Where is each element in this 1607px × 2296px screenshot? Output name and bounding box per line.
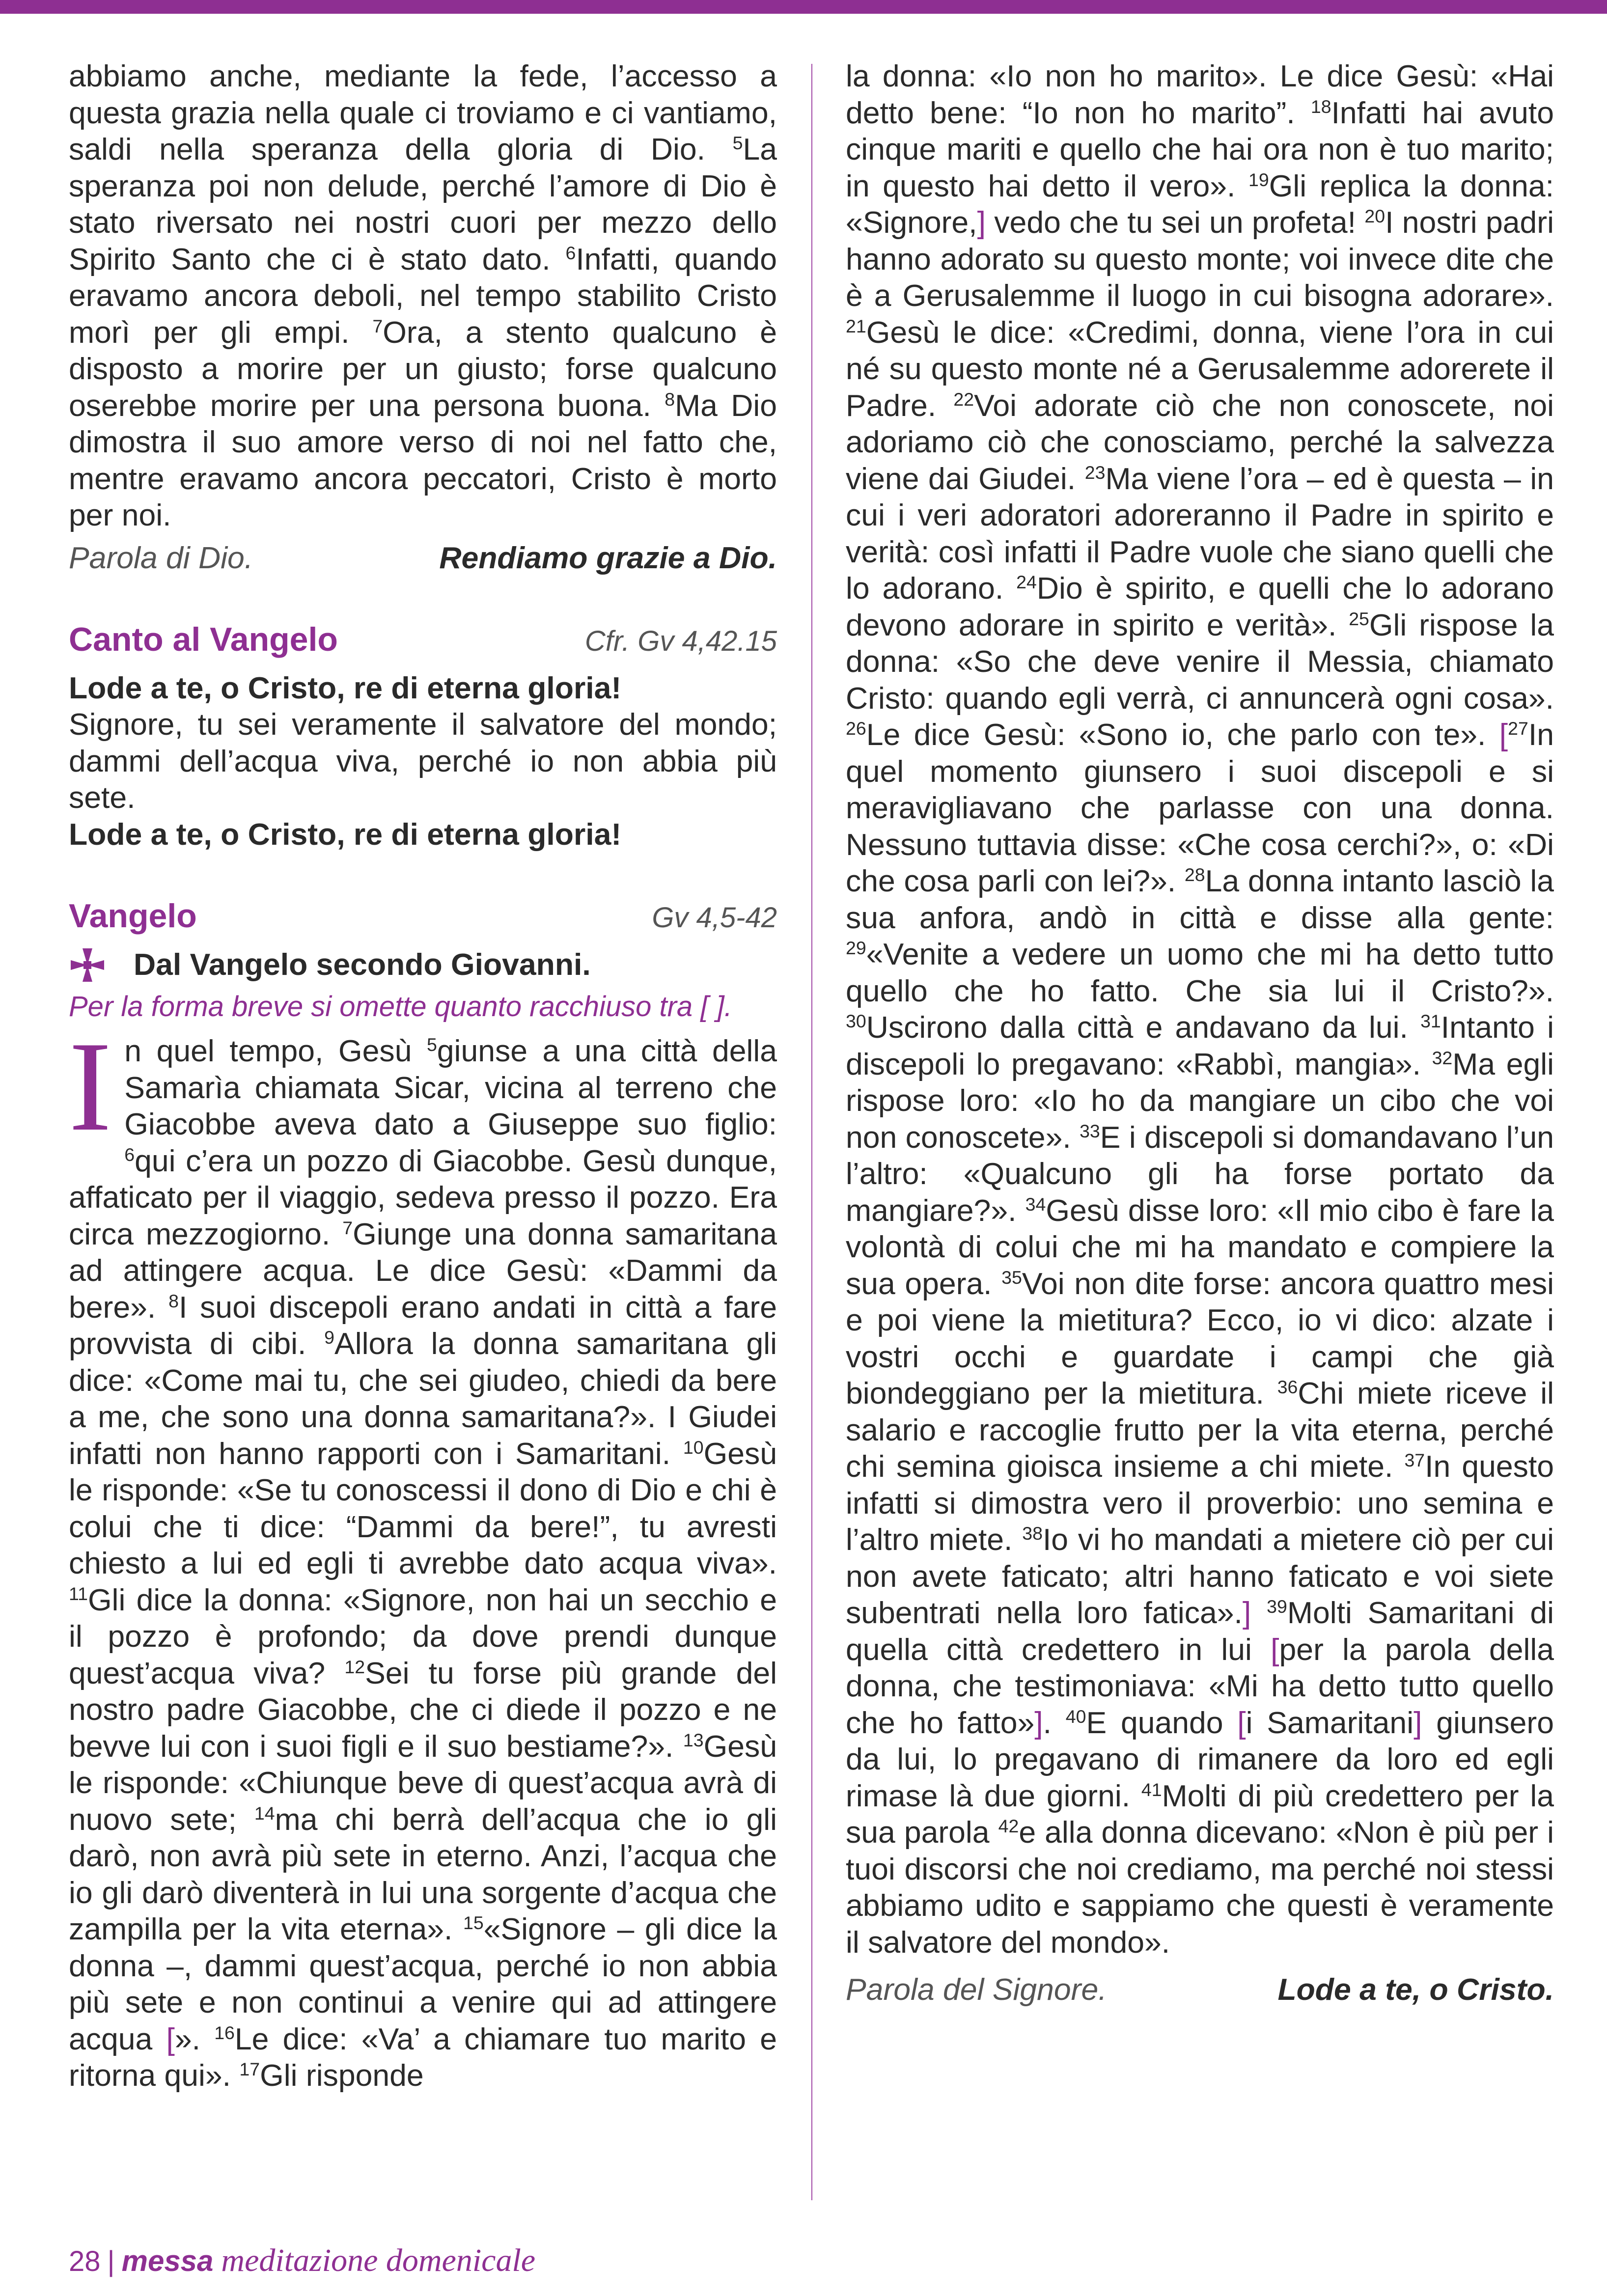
gospel-source: [69, 946, 777, 984]
canto-reference: Cfr. Gv 4,42.15: [584, 625, 777, 657]
top-color-bar: [0, 0, 1607, 14]
reading-closing: [69, 540, 777, 577]
reading-closing-formula: Parola di Dio.: [69, 540, 253, 575]
drop-cap: I: [69, 1015, 112, 1158]
gospel-closing: [846, 1971, 1554, 2008]
vangelo-title: Vangelo: [69, 897, 197, 935]
acclamation-repeat: Lode a te, o Cristo, re di eterna gloria!: [69, 817, 622, 852]
second-reading-text: abbiamo anche, mediante la fede, l’accesso a questa grazia nella quale ci troviamo e ci vantiamo, saldi nella speranza della gloria di Dio. $^5$La speranza poi non delude, perché l’amore di Dio è stato riversato nei nostri cuori per mezzo dello Spirito Santo che ci è stato dato. $^6$Infatti, quando eravamo ancora deboli, nel tempo stabilito Cristo morì per gli empi. $^7$Ora, a stento qualcuno è disposto a morire per un giusto; forse qualcuno oserebbe morire per una persona buona. $^8$Ma Dio dimostra il suo amore verso di noi nel fatto che, mentre eravamo ancora peccatori, Cristo è morto per noi.: [69, 59, 777, 532]
right-column: [846, 58, 1554, 2008]
canto-text: Signore, tu sei veramente il salvatore del mondo; dammi dell’acqua viva, perché io non abbia più sete.: [69, 707, 777, 815]
cross-icon: [69, 946, 106, 984]
gospel-response: Lode a te, o Cristo.: [1277, 1972, 1554, 2007]
canto-title: Canto al Vangelo: [69, 621, 338, 658]
publication-subtitle: meditazione domenicale: [221, 2242, 536, 2278]
vangelo-heading: [69, 898, 777, 937]
gospel-source-text: Dal Vangelo secondo Giovanni.: [134, 947, 591, 982]
footer-separator: |: [107, 2245, 115, 2277]
canto-heading: [69, 621, 777, 660]
short-form-note: Per la forma breve si omette quanto racchiuso tra [ ].: [69, 990, 732, 1023]
reading-response: Rendiamo grazie a Dio.: [439, 540, 777, 575]
publication-brand: messa: [121, 2244, 214, 2277]
gospel-text-right: la donna: «Io non ho marito». Le dice Gesù: «Hai detto bene: “Io non ho marito”. $^{18}$Infatti hai avuto cinque mariti e quello che hai ora non è tuo marito; in questo hai detto il vero». $^{19}$Gli replica la donna: «Signore,] vedo che tu sei un profeta! $^{20}$I nostri padri hanno adorato su questo monte; voi invece dite che è a Gerusalemme il luogo in cui bisogna adorare». $^{21}$Gesù le dice: «Credimi, donna, viene l’ora in cui né su questo monte né a Gerusalemme adorerete il Padre. $^{22}$Voi adorate ciò che non conoscete, noi adoriamo ciò che conosciamo, perché la salvezza viene dai Giudei. $^{23}$Ma viene l’ora – ed è questa – in cui i veri adoratori adoreranno il Padre in spirito e verità: così infatti il Padre vuole che siano quelli che lo adorano. $^{24}$Dio è spirito, e quelli che lo adorano devono adorare in spirito e verità». $^{25}$Gli rispose la donna: «So che deve venire il Messia, chiamato Cristo: quando egli verrà, ci annuncerà ogni cosa». $^{26}$Le dice Gesù: «Sono io, che parlo con te». [$^{27}$In quel momento giunsero i suoi discepoli e si meravigliavano che parlasse con una donna. Nessuno tuttavia disse: «Che cosa cerchi?», o: «Di che cosa parli con lei?». $^{28}$La donna intanto lasciò la sua anfora, andò in città e disse alla gente: $^{29}$«Venite a vedere un uomo che mi ha detto tutto quello che ho fatto. Che sia lui il Cristo?». $^{30}$Uscirono dalla città e andavano da lui. $^{31}$Intanto i discepoli lo pregavano: «Rabbì, mangia». $^{32}$Ma egli rispose loro: «Io ho da mangiare un cibo che voi non conoscete». $^{33}$E i discepoli si domandavano l’un l’altro: «Qualcuno gli ha forse portato da mangiare?». $^{34}$Gesù disse loro: «Il mio cibo è fare la volontà di colui che mi ha mandato e compiere la sua opera. $^{35}$Voi non dite forse: ancora quattro mesi e poi viene la mietitura? Ecco, io vi dico: alzate i vostri occhi e guardate i campi che già biondeggiano per la mietitura. $^{36}$Chi miete riceve il salario e raccoglie frutto per la vita eterna, perché chi semina gioisca insieme a chi miete. $^{37}$In questo infatti si dimostra vero il proverbio: uno semina e l’altro miete. $^{38}$Io vi ho mandati a mietere ciò per cui non avete faticato; altri hanno faticato e voi siete subentrati nella loro fatica».] $^{39}$Molti Samaritani di quella città credettero in lui [per la parola della donna, che testimoniava: «Mi ha detto tutto quello che ho fatto»]. $^{40}$E quando [i Samaritani] giunsero da lui, lo pregavano di rimanere da loro ed egli rimase là due giorni. $^{41}$Molti di più credettero per la sua parola $^{42}$e alla donna dicevano: «Non è più per i tuoi discorsi che noi crediamo, ma perché noi stessi abbiamo udito e sappiamo che questi è veramente il salvatore del mondo».: [846, 59, 1554, 1960]
left-column: [69, 58, 777, 2094]
acclamation: Lode a te, o Cristo, re di eterna gloria!: [69, 670, 622, 705]
page-number: 28: [69, 2245, 101, 2277]
gospel-closing-formula: Parola del Signore.: [846, 1972, 1107, 2007]
page-footer: [69, 2242, 535, 2279]
vangelo-reference: Gv 4,5-42: [652, 902, 777, 934]
column-divider: [811, 64, 812, 2200]
gospel-text-left: In quel tempo, Gesù $^5$giunse a una città della Samarìa chiamata Sicar, vicina al terreno che Giacobbe aveva dato a Giuseppe suo figlio: $^6$qui c’era un pozzo di Giacobbe. Gesù dunque, affaticato per il viaggio, sedeva presso il pozzo. Era circa mezzogiorno. $^7$Giunge una donna samaritana ad attingere acqua. Le dice Gesù: «Dammi da bere». $^8$I suoi discepoli erano andati in città a fare provvista di cibi. $^9$Allora la donna samaritana gli dice: «Come mai tu, che sei giudeo, chiedi da bere a me, che sono una donna samaritana?». I Giudei infatti non hanno rapporti con i Samaritani. $^{10}$Gesù le risponde: «Se tu conoscessi il dono di Dio e chi è colui che ti dice: “Dammi da bere!”, tu avresti chiesto a lui ed egli ti avrebbe dato acqua viva». $^{11}$Gli dice la donna: «Signore, non hai un secchio e il pozzo è profondo; da dove prendi dunque quest’acqua viva? $^{12}$Sei tu forse più grande del nostro padre Giacobbe, che ci diede il pozzo e ne bevve lui con i suoi figli e il suo bestiame?». $^{13}$Gesù le risponde: «Chiunque beve di quest’acqua avrà di nuovo sete; $^{14}$ma chi berrà dell’acqua che io gli darò, non avrà più sete in eterno. Anzi, l’acqua che io gli darò diventerà in lui una sorgente d’acqua che zampilla per la vita eterna». $^{15}$«Signore – gli dice la donna –, dammi quest’acqua, perché io non abbia più sete e non continui a venire qui ad attingere acqua [». $^{16}$Le dice: «Va’ a chiamare tuo marito e ritorna qui». $^{17}$Gli risponde: [69, 1015, 777, 2093]
